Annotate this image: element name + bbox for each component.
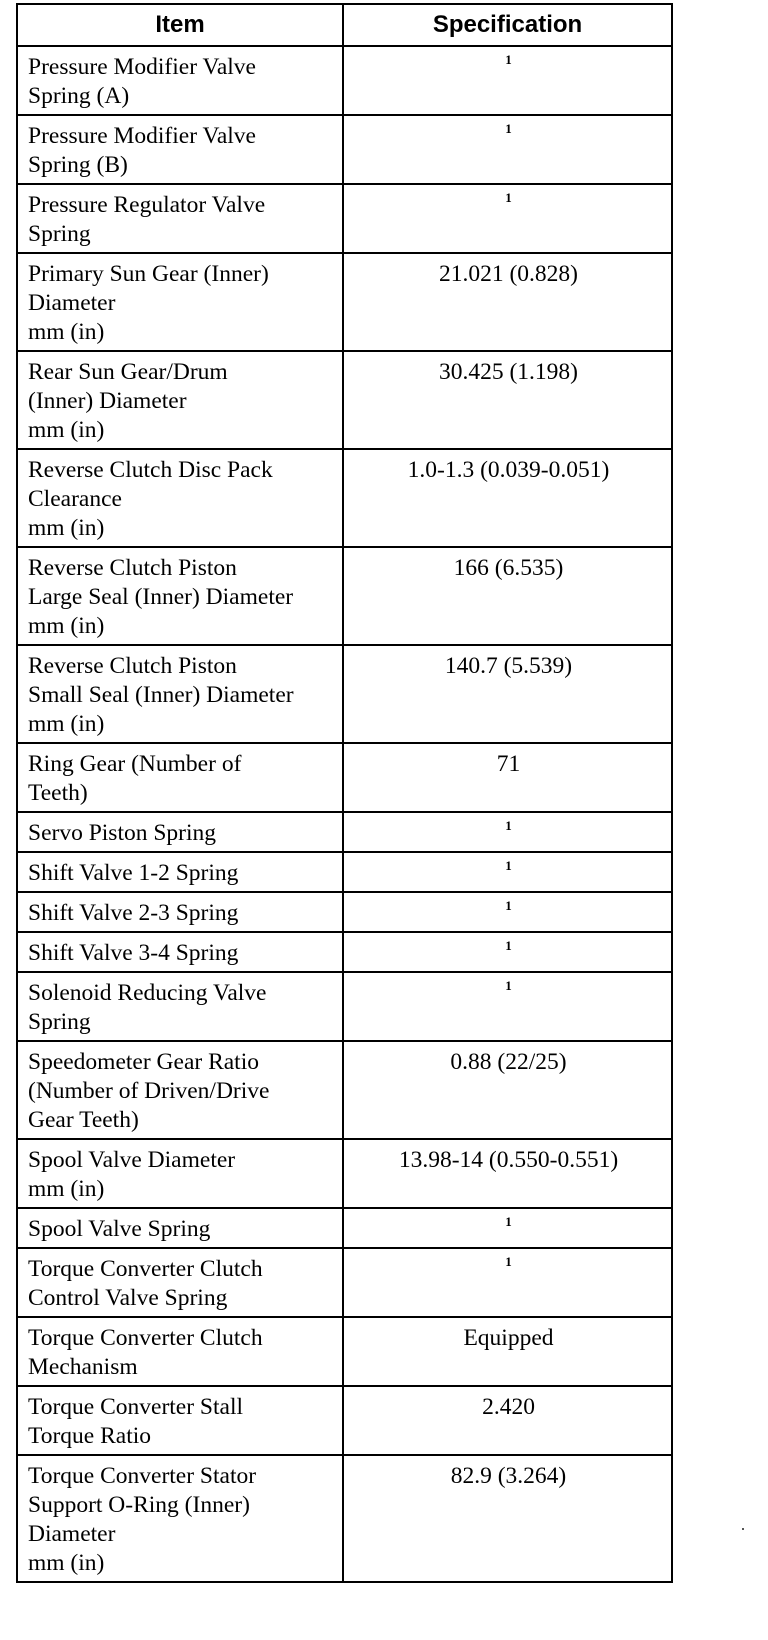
table-body (17, 46, 672, 1582)
item-cell (17, 46, 343, 115)
specification-value: 21.021 (0.828) (438, 261, 579, 287)
table-row (17, 1208, 672, 1248)
table-row (17, 253, 672, 351)
item-cell (17, 972, 343, 1041)
item-text: Speedometer Gear Ratio (Number of Driven/Drive Gear Teeth) (28, 1049, 270, 1133)
specification-value: Equipped (463, 1325, 554, 1351)
specification-value: 140.7 (5.539) (444, 653, 573, 679)
specification-cell (343, 1455, 672, 1582)
specification-cell (343, 253, 672, 351)
item-cell (17, 852, 343, 892)
item-cell (17, 1248, 343, 1317)
footnote-marker: 1 (505, 858, 512, 873)
table-row (17, 892, 672, 932)
item-cell (17, 812, 343, 852)
item-cell (17, 351, 343, 449)
specification-value: 1.0-1.3 (0.039-0.051) (407, 457, 610, 483)
specification-value: 0.88 (22/25) (450, 1049, 567, 1075)
item-text: Servo Piston Spring (28, 820, 217, 846)
specification-cell (343, 115, 672, 184)
item-cell (17, 892, 343, 932)
specification-cell (343, 184, 672, 253)
item-cell (17, 184, 343, 253)
item-text: Shift Valve 2-3 Spring (28, 900, 239, 926)
specification-cell (343, 1208, 672, 1248)
table-row (17, 449, 672, 547)
table-row (17, 1386, 672, 1455)
item-text: Reverse Clutch Piston Large Seal (Inner) Diameter mm (in) (28, 555, 294, 639)
table-row (17, 115, 672, 184)
item-text: Solenoid Reducing Valve Spring (28, 980, 267, 1035)
table-row (17, 1139, 672, 1208)
item-text: Ring Gear (Number of Teeth) (28, 751, 242, 806)
footnote-marker: 1 (505, 52, 512, 67)
specification-cell (343, 1041, 672, 1139)
specification-value: 2.420 (482, 1394, 535, 1420)
specification-value: 166 (6.535) (453, 555, 564, 581)
specification-cell (343, 1386, 672, 1455)
item-cell (17, 932, 343, 972)
item-cell (17, 1139, 343, 1208)
footnote-marker: 1 (505, 898, 512, 913)
table-row (17, 645, 672, 743)
item-text: Torque Converter Clutch Control Valve Spring (28, 1256, 263, 1311)
specification-value: 71 (496, 751, 521, 777)
item-text: Torque Converter Stall Torque Ratio (28, 1394, 244, 1449)
specification-cell (343, 812, 672, 852)
column-header-item: Item (17, 4, 343, 46)
specification-cell (343, 351, 672, 449)
item-text: Pressure Regulator Valve Spring (28, 192, 266, 247)
footnote-marker: 1 (505, 121, 512, 136)
item-text: Shift Valve 3-4 Spring (28, 940, 239, 966)
footnote-marker: 1 (505, 1254, 512, 1269)
table-row (17, 1041, 672, 1139)
item-text: Shift Valve 1-2 Spring (28, 860, 239, 886)
item-cell (17, 1208, 343, 1248)
specification-cell (343, 972, 672, 1041)
item-cell (17, 1041, 343, 1139)
table-row (17, 184, 672, 253)
item-text: Torque Converter Clutch Mechanism (28, 1325, 263, 1380)
specification-value: 82.9 (3.264) (450, 1463, 567, 1489)
item-cell (17, 547, 343, 645)
specification-value: 13.98-14 (0.550-0.551) (398, 1147, 619, 1173)
table-row (17, 351, 672, 449)
table-row (17, 46, 672, 115)
item-text: Torque Converter Stator Support O-Ring (Inner) Diameter mm (in) (28, 1463, 257, 1576)
item-cell (17, 449, 343, 547)
specification-cell (343, 1139, 672, 1208)
table-row (17, 1317, 672, 1386)
specification-cell (343, 547, 672, 645)
item-text: Rear Sun Gear/Drum (Inner) Diameter mm (in) (28, 359, 228, 443)
specification-cell (343, 932, 672, 972)
item-cell (17, 115, 343, 184)
column-header-specification: Specification (343, 4, 672, 46)
table-row (17, 932, 672, 972)
table-row (17, 1248, 672, 1317)
item-cell (17, 1455, 343, 1582)
item-cell (17, 253, 343, 351)
footnote-marker: 1 (505, 190, 512, 205)
item-text: Pressure Modifier Valve Spring (B) (28, 123, 256, 178)
footnote-marker: 1 (505, 1214, 512, 1229)
specification-cell (343, 1248, 672, 1317)
table-row (17, 1455, 672, 1582)
specification-value: 30.425 (1.198) (438, 359, 579, 385)
item-text: Pressure Modifier Valve Spring (A) (28, 54, 256, 109)
item-text: Primary Sun Gear (Inner) Diameter mm (in) (28, 261, 269, 345)
table-row (17, 852, 672, 892)
item-cell (17, 1317, 343, 1386)
specification-cell (343, 892, 672, 932)
stray-dot (742, 1528, 744, 1530)
item-cell (17, 743, 343, 812)
specification-table (16, 3, 673, 1583)
item-text: Spool Valve Spring (28, 1216, 211, 1242)
table-row (17, 812, 672, 852)
table-row (17, 547, 672, 645)
table-row (17, 972, 672, 1041)
item-cell (17, 1386, 343, 1455)
specification-cell (343, 1317, 672, 1386)
table-row (17, 743, 672, 812)
specification-cell (343, 743, 672, 812)
item-text: Reverse Clutch Disc Pack Clearance mm (in) (28, 457, 273, 541)
item-cell (17, 645, 343, 743)
footnote-marker: 1 (505, 978, 512, 993)
item-text: Reverse Clutch Piston Small Seal (Inner) Diameter mm (in) (28, 653, 294, 737)
item-text: Spool Valve Diameter mm (in) (28, 1147, 236, 1202)
specification-cell (343, 46, 672, 115)
header-row (17, 4, 672, 46)
specification-cell (343, 852, 672, 892)
specification-cell (343, 645, 672, 743)
specification-cell (343, 449, 672, 547)
footnote-marker: 1 (505, 938, 512, 953)
footnote-marker: 1 (505, 818, 512, 833)
